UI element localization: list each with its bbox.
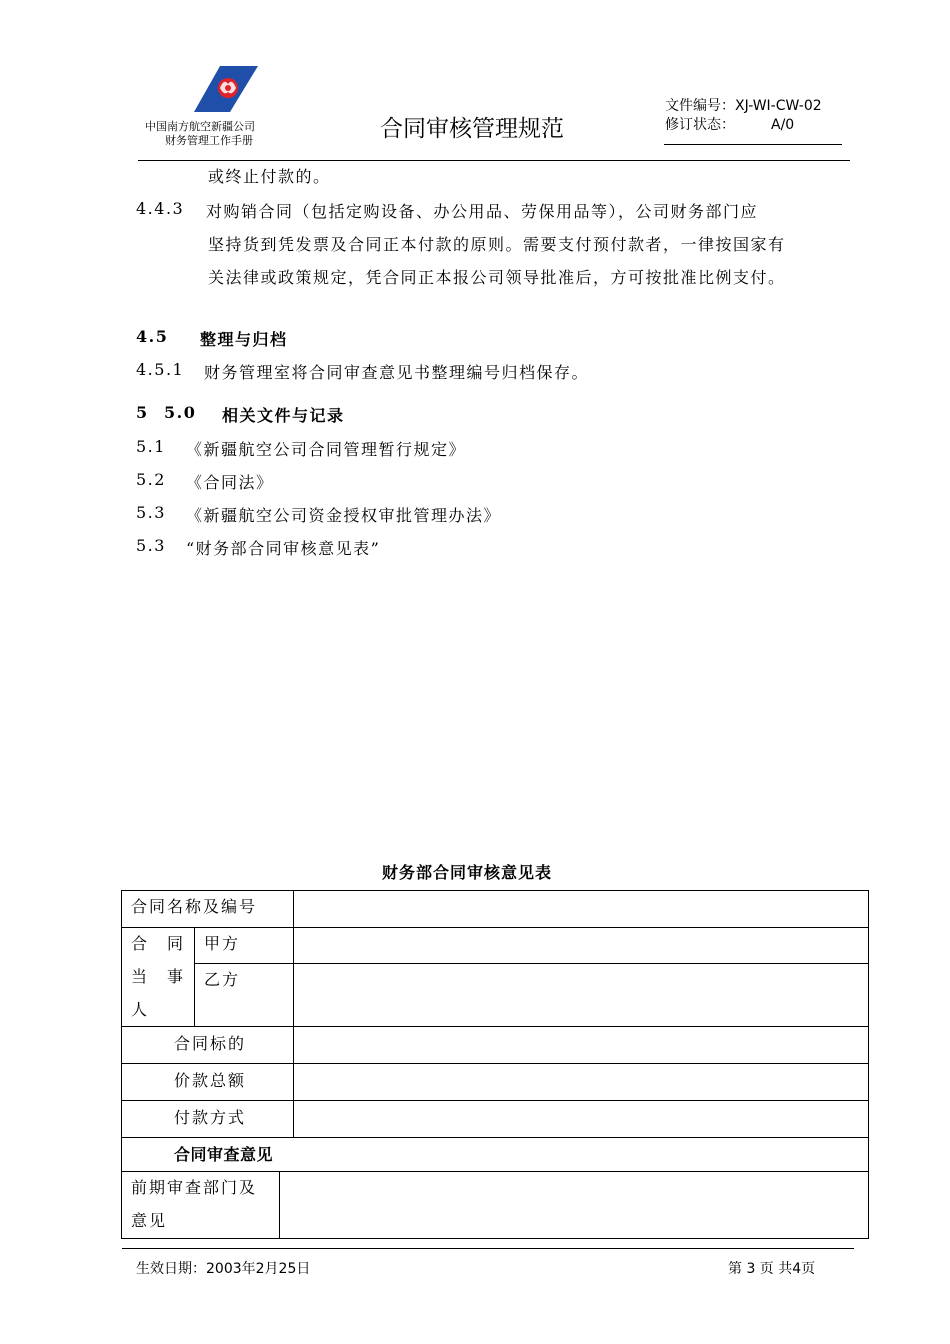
- header-divider: [138, 160, 850, 161]
- party-b-label: 乙方: [204, 970, 241, 989]
- company-name: [145, 120, 255, 148]
- prior-review-label-line-1: 前期审查部门及: [131, 1178, 258, 1197]
- document-title: 合同审核管理规范: [380, 116, 564, 142]
- section-4-5-number: 4.5: [136, 327, 169, 346]
- revision-value: A/0: [771, 117, 795, 133]
- section-4-5-1-number: 4.5.1: [136, 360, 185, 379]
- section-5-0-number: 5.0: [164, 403, 197, 422]
- party-a-field[interactable]: [296, 930, 866, 961]
- party-label-line-1: 合 同: [131, 934, 186, 953]
- payment-method-field[interactable]: [296, 1103, 866, 1135]
- payment-method-label: 付款方式: [174, 1108, 247, 1127]
- company-line-1: 中国南方航空新疆公司: [145, 120, 255, 133]
- section-4-4-3-number: 4.4.3: [136, 199, 185, 218]
- effective-date: 生效日期：2003年2月25日: [136, 1261, 311, 1277]
- section-4-5-1-text: 财务管理室将合同审查意见书整理编号归档保存。: [204, 363, 590, 382]
- meta-underline: [664, 144, 842, 145]
- subject-label: 合同标的: [174, 1034, 247, 1053]
- party-label-line-3: 人: [131, 1000, 150, 1019]
- prior-review-label-line-2: 意见: [131, 1211, 168, 1230]
- section-4-4-3-line-2: 坚持货到凭发票及合同正本付款的原则。需要支付预付款者，一律按国家有: [208, 235, 786, 254]
- reference-text: 《新疆航空公司资金授权审批管理办法》: [186, 506, 502, 525]
- continued-line: 或终止付款的。: [208, 167, 331, 186]
- total-price-label: 价款总额: [174, 1071, 247, 1090]
- footer-divider: [122, 1248, 854, 1249]
- reference-number: 5.2: [136, 470, 166, 489]
- doc-number-label: 文件编号：: [665, 98, 735, 114]
- prior-review-field[interactable]: [282, 1174, 866, 1236]
- company-line-2: 财务管理工作手册: [165, 134, 253, 147]
- total-price-field[interactable]: [296, 1066, 866, 1098]
- reference-number: 5.1: [136, 437, 166, 456]
- section-4-5-title: 整理与归档: [200, 330, 288, 349]
- reference-number: 5.3: [136, 536, 166, 555]
- party-a-label: 甲方: [204, 934, 241, 953]
- document-meta: [665, 97, 822, 135]
- section-5-number: 5: [136, 403, 149, 422]
- revision-label: 修订状态：: [665, 117, 735, 133]
- reference-number: 5.3: [136, 503, 166, 522]
- airline-logo: [190, 66, 262, 112]
- review-opinion-header: 合同审查意见: [174, 1145, 274, 1164]
- party-label-line-2: 当 事: [131, 967, 186, 986]
- page-number: 第 3 页 共4页: [728, 1261, 816, 1277]
- reference-text: “财务部合同审核意见表”: [186, 539, 381, 558]
- contract-name-label: 合同名称及编号: [131, 897, 258, 916]
- reference-text: 《合同法》: [186, 473, 274, 492]
- section-4-4-3-line-1: 对购销合同（包括定购设备、办公用品、劳保用品等），公司财务部门应: [206, 202, 759, 221]
- section-4-4-3-line-3: 关法律或政策规定，凭合同正本报公司领导批准后，方可按批准比例支付。: [208, 268, 786, 287]
- form-title: 财务部合同审核意见表: [382, 863, 553, 882]
- party-b-field[interactable]: [296, 966, 866, 1024]
- section-5-title: 相关文件与记录: [222, 406, 345, 425]
- doc-number-value: XJ-WI-CW-02: [735, 98, 822, 114]
- subject-field[interactable]: [296, 1029, 866, 1061]
- reference-text: 《新疆航空公司合同管理暂行规定》: [186, 440, 467, 459]
- contract-name-field[interactable]: [296, 893, 866, 925]
